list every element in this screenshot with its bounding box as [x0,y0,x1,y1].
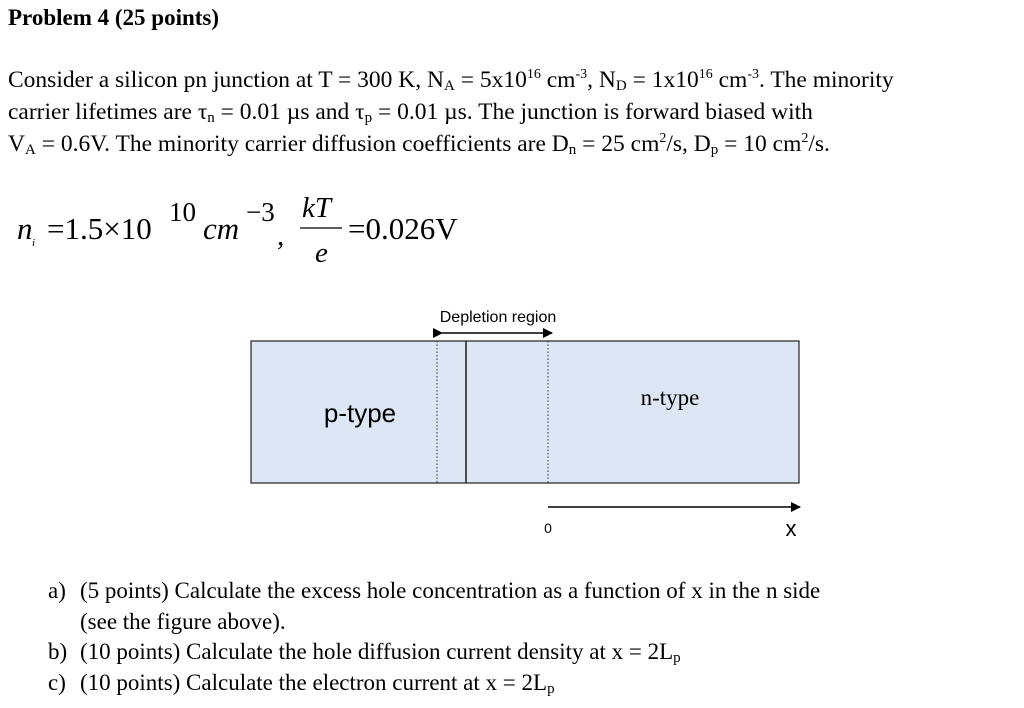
eq-kT: kT [302,192,331,224]
eq-ni-value: =1.5×10 [47,211,152,246]
question-b-letter: b) [48,639,68,664]
p-type-label: p-type [323,398,397,428]
eq-exponent-10: 10 [169,197,196,227]
eq-cm: cm [203,211,240,246]
question-a-continuation: (see the figure above). [80,608,286,634]
eq-exponent-minus3: −3 [246,197,275,227]
eq-n-subscript: i [32,237,36,249]
x-axis-label: x [785,516,797,541]
question-a [48,576,820,637]
question-c-letter: c) [48,670,66,695]
depletion-region-label: Depletion region [439,309,557,326]
problem-title: Problem 4 (25 points) [8,5,220,30]
eq-e: e [315,237,328,269]
question-c: c) (10 points) Calculate the electron current at $x = 2L_p$ [48,670,555,697]
statement-line-3: $V_A = 0.6V$. The minority carrier diffusion coefficients are $D_n = 25$ $cm^2/s$, $D_p = 10$ $cm^2/s$. [8,131,830,158]
eq-n: n [17,211,33,246]
eq-comma: , [277,220,285,252]
question-a-text: (5 points) Calculate the excess hole concentration as a function of x in the n side [80,578,821,603]
question-b-text: (10 points) Calculate the hole diffusion current density at x = 2L [80,639,674,664]
question-b: b) (10 points) Calculate the hole diffusion current density at $x = 2L_p$ [48,639,681,666]
x-origin-label: 0 [544,520,552,536]
question-c-text: (10 points) Calculate the electron current at x = 2L [80,670,548,695]
statement-line-1: Consider a silicon pn junction at T = 300 K, $N_A = 5x10^{16}$ $cm^{-3}$, $N_D = 1x10^{16}$ $cm^{-3}$. The minority [8,67,894,94]
question-a-letter: a) [48,578,66,603]
eq-kT-value: =0.026V [348,211,458,246]
n-type-label: n-type [640,385,700,410]
statement-line-2: carrier lifetimes are $\tau_n = 0.01$ µs and $\tau_p = 0.01$ µs. The junction is forward biased with [8,99,813,126]
